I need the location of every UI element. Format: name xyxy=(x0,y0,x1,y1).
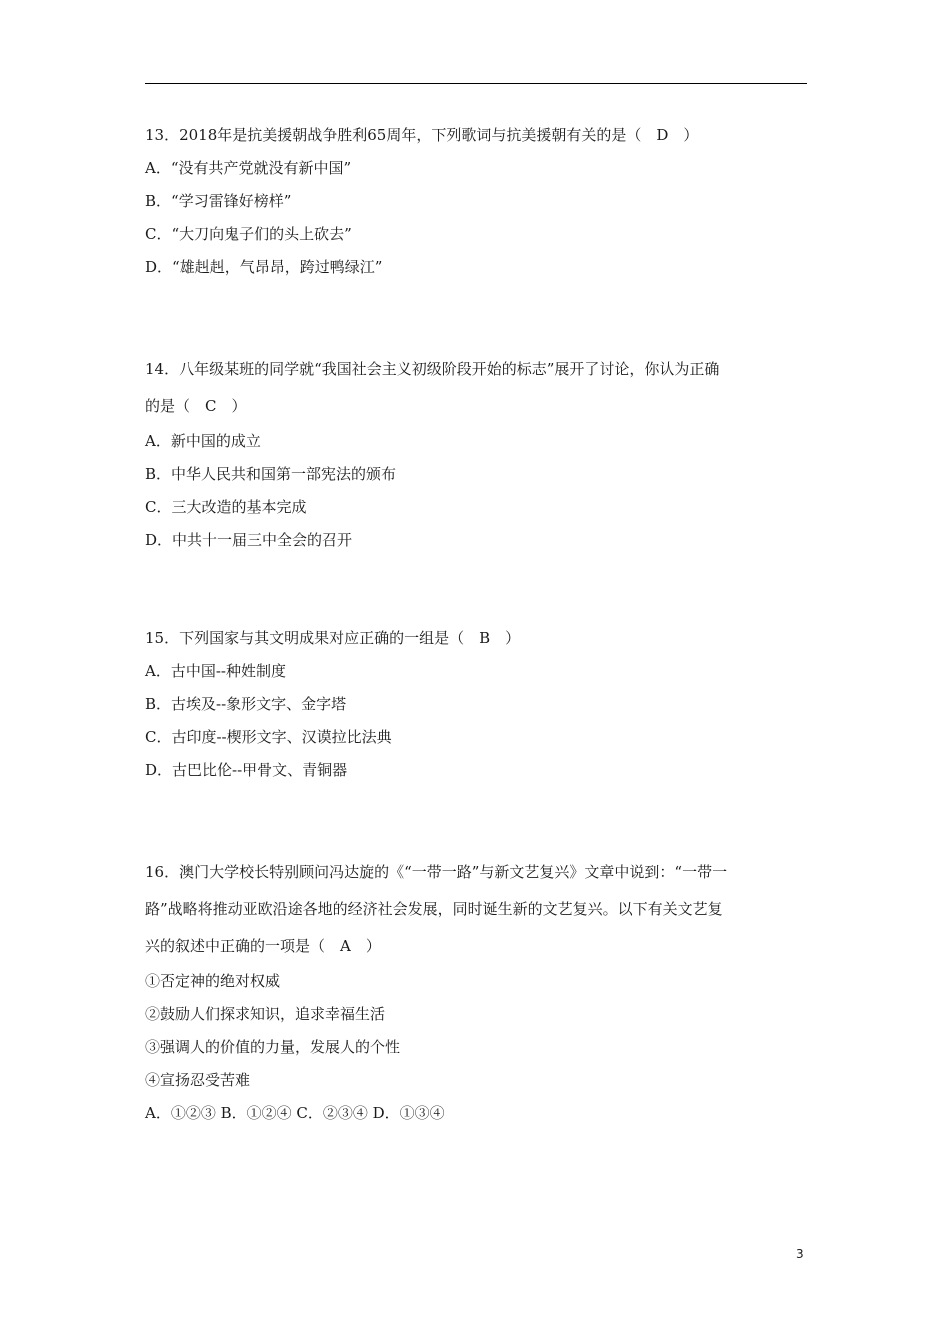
option-c: C．“大刀向鬼子们的头上砍去” xyxy=(145,225,352,243)
question-stem: 16．澳门大学校长特别顾问冯达旋的《“一带一路”与新文艺复兴》文章中说到：“一带一 xyxy=(145,863,728,881)
option-b: B．古埃及--象形文字、金字塔 xyxy=(145,695,347,713)
question-stem: 13．2018年是抗美援朝战争胜利65周年，下列歌词与抗美援朝有关的是（ D ） xyxy=(145,126,699,144)
option-a: A．“没有共产党就没有新中国” xyxy=(145,159,352,177)
question-stem: 兴的叙述中正确的一项是（ A ） xyxy=(145,937,381,955)
question-16 xyxy=(145,854,807,1130)
option-d: D．中共十一届三中全会的召开 xyxy=(145,531,353,549)
question-13 xyxy=(145,119,807,284)
option-a: A．古中国--种姓制度 xyxy=(145,662,286,680)
page-number: 3 xyxy=(796,1247,804,1261)
statement-4: ④宣扬忍受苦难 xyxy=(145,1071,251,1089)
question-15 xyxy=(145,622,807,787)
question-stem: 路”战略将推动亚欧沿途各地的经济社会发展，同时诞生新的文艺复兴。以下有关文艺复 xyxy=(145,900,723,918)
statement-3: ③强调人的价值的力量，发展人的个性 xyxy=(145,1038,401,1056)
question-stem: 15．下列国家与其文明成果对应正确的一组是（ B ） xyxy=(145,629,521,647)
question-stem: 14．八年级某班的同学就“我国社会主义初级阶段开始的标志”展开了讨论，你认为正确 xyxy=(145,360,720,378)
statement-2: ②鼓励人们探求知识，追求幸福生活 xyxy=(145,1005,386,1023)
question-14 xyxy=(145,351,807,557)
option-b: B．中华人民共和国第一部宪法的颁布 xyxy=(145,465,397,483)
option-d: D．“雄赳赳，气昂昂，跨过鸭绿江” xyxy=(145,258,383,276)
question-stem: 的是（ C ） xyxy=(145,397,247,415)
option-d: D．古巴比伦--甲骨文、青铜器 xyxy=(145,761,348,779)
options-line: A．①②③ B．①②④ C．②③④ D．①③④ xyxy=(145,1104,445,1122)
option-c: C．三大改造的基本完成 xyxy=(145,498,307,516)
option-b: B．“学习雷锋好榜样” xyxy=(145,192,292,210)
option-a: A．新中国的成立 xyxy=(145,432,261,450)
option-c: C．古印度--楔形文字、汉谟拉比法典 xyxy=(145,728,392,746)
header-rule xyxy=(145,83,807,84)
statement-1: ①否定神的绝对权威 xyxy=(145,972,281,990)
